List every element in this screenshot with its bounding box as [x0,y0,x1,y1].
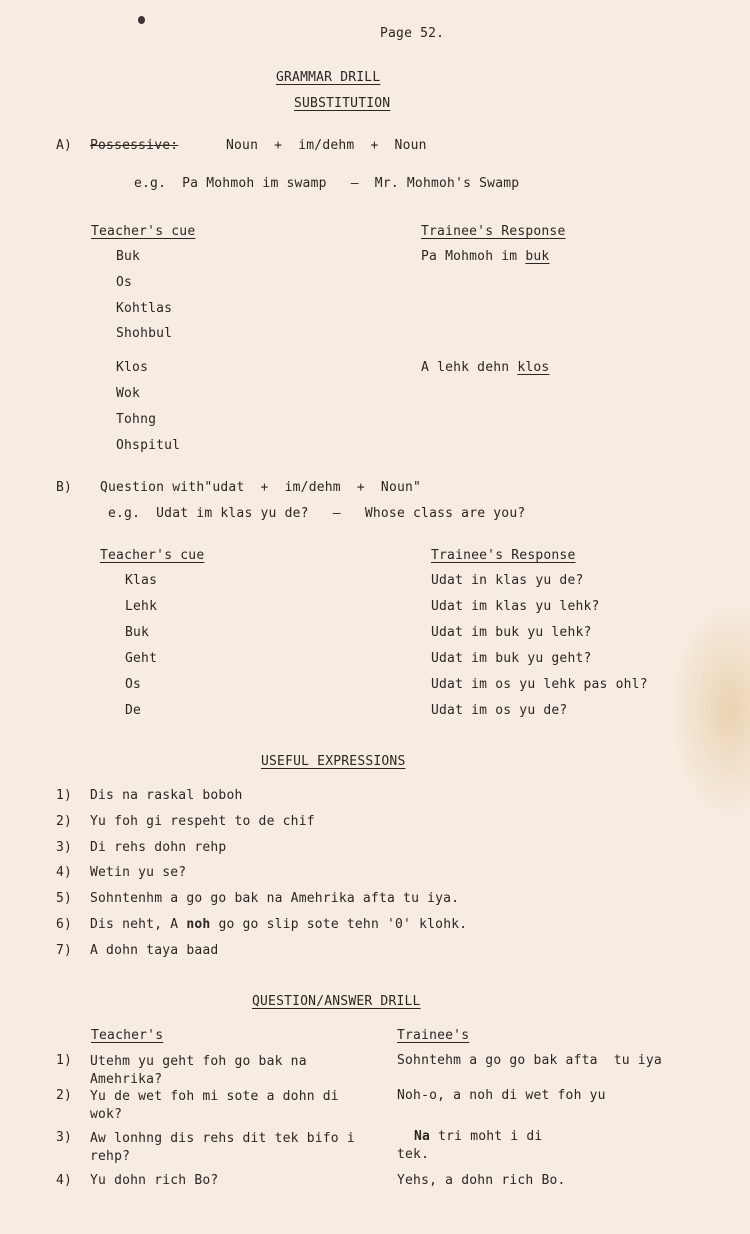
list-item: Di rehs dohn rehp [90,840,227,855]
cue-item: Os [125,677,142,692]
qa-question: Aw lonhng dis rehs dit tek bifo i rehp? [90,1131,355,1164]
water-stain [670,600,750,820]
list-item: Dis neht, A noh go go slip sote tehn '0' klohk. [90,917,468,932]
response-item: Udat im os yu de? [431,703,568,718]
qa-trainee-header: Trainee's [397,1028,470,1043]
cue-item: Lehk [125,599,158,614]
response-item: A lehk dehn klos [421,360,550,375]
page-number: Page 52. [380,26,445,41]
section-b-trainee-header: Trainee's Response [431,548,576,563]
cue-item: Geht [125,651,158,666]
cue-item: Wok [116,386,141,401]
qa-heading: QUESTION/ANSWER DRILL [252,994,421,1009]
cue-item: Buk [125,625,150,640]
section-a-letter: A) [56,138,73,153]
qa-question: Yu de wet foh mi sote a dohn di wok? [90,1089,339,1122]
page-title: GRAMMAR DRILL [276,70,381,85]
cue-item: Kohtlas [116,301,173,316]
qa-question: Yu dohn rich Bo? [90,1173,219,1188]
section-b-teacher-header: Teacher's cue [100,548,205,563]
qa-question: Utehm yu geht foh go bak na Amehrika? [90,1054,307,1087]
list-number: 6) [56,917,73,932]
cue-item: Klas [125,573,158,588]
list-item: A dohn taya baad [90,943,219,958]
qa-number: 4) [56,1173,73,1188]
list-number: 2) [56,814,73,829]
useful-expressions-heading: USEFUL EXPRESSIONS [261,754,406,769]
response-item: Udat im os yu lehk pas ohl? [431,677,648,692]
qa-teacher-header: Teacher's [91,1028,164,1043]
list-number: 5) [56,891,73,906]
qa-answer-continued: tek. [397,1147,430,1162]
ink-spot [138,16,145,24]
qa-answer: Sohntehm a go go bak afta tu iya [397,1053,662,1068]
list-number: 1) [56,788,73,803]
section-a-trainee-header: Trainee's Response [421,224,566,239]
list-item: Dis na raskal boboh [90,788,243,803]
qa-number: 1) [56,1053,73,1068]
section-a-example: e.g. Pa Mohmoh im swamp – Mr. Mohmoh's Swamp [134,176,520,191]
response-item: Pa Mohmoh im buk [421,249,550,264]
qa-answer: Na tri moht i di [414,1129,543,1144]
response-item: Udat im buk yu geht? [431,651,592,666]
section-a-label: Possessive: [90,138,179,153]
page-subtitle: SUBSTITUTION [294,96,391,111]
cue-item: Os [116,275,133,290]
response-item: Udat in klas yu de? [431,573,584,588]
section-b-intro: Question with"udat + im/dehm + Noun" [100,480,422,495]
section-b-example: e.g. Udat im klas yu de? – Whose class are you? [108,506,526,521]
qa-answer: Noh-o, a noh di wet foh yu [397,1088,606,1103]
list-number: 4) [56,865,73,880]
cue-item: Tohng [116,412,157,427]
qa-number: 2) [56,1088,73,1103]
response-item: Udat im buk yu lehk? [431,625,592,640]
section-a-formula: Noun + im/dehm + Noun [226,138,427,153]
list-number: 3) [56,840,73,855]
response-item: Udat im klas yu lehk? [431,599,600,614]
list-number: 7) [56,943,73,958]
list-item: Sohntenhm a go go bak na Amehrika afta tu iya. [90,891,460,906]
section-b-letter: B) [56,480,73,495]
cue-item: De [125,703,142,718]
cue-item: Shohbul [116,326,173,341]
section-a-teacher-header: Teacher's cue [91,224,196,239]
qa-answer: Yehs, a dohn rich Bo. [397,1173,566,1188]
list-item: Wetin yu se? [90,865,187,880]
qa-number: 3) [56,1130,73,1145]
cue-item: Klos [116,360,149,375]
cue-item: Buk [116,249,141,264]
list-item: Yu foh gi respeht to de chif [90,814,315,829]
cue-item: Ohspitul [116,438,181,453]
